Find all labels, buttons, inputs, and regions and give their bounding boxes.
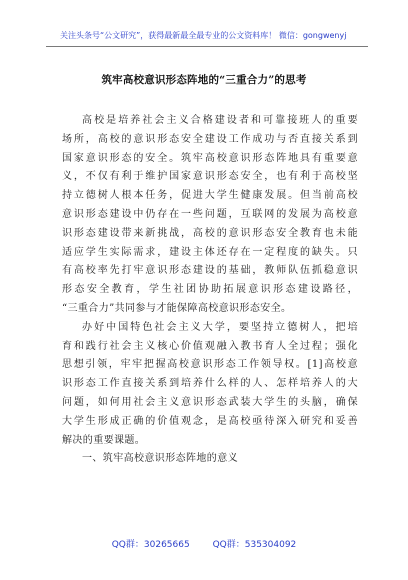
body-line: 解决的重要课题。 [62,434,146,446]
body-line: 问题，如何用社会主义意识形态武装大学生的头脑，确保 [62,396,358,408]
body-line: 适应学生实际需求，建设主体还存在一定程度的缺失。只 [62,246,358,258]
body-line: 持立德树人根本任务，促进大学生健康发展。但当前高校 [62,190,358,202]
body-line: 有高校率先打牢意识形态建设的基础，教师队伍抓稳意识 [62,265,358,277]
body-line: 场所，高校的意识形态安全建设工作成功与否直接关系到 [62,133,358,145]
document-title: 筑牢高校意识形态阵地的“三重合力”的思考 [101,74,307,86]
body-line: 思想引领，牢牢把握高校意识形态工作领导权。[1]高校意 [62,359,358,371]
header-notice: 关注头条号“公文研究”，获得最新最全最专业的公文资料库！ 微信：gongwenyj [60,31,347,40]
body-line: 高校是培养社会主义合格建设者和可靠接班人的重要 [82,115,358,126]
body-line: 意识形态建设中仍存在一些问题，互联网的发展为高校意 [62,208,358,220]
body-line: 形态安全教育，学生社团协助拓展意识形态建设路径， [62,284,358,296]
section-heading: 一、筑牢高校意识形态阵地的意义 [82,453,238,465]
body-line: 大学生形成正确的价值观念，是高校亟待深入研究和妥善 [62,415,358,427]
footer-qq-group-1: QQ群：30265665 [111,540,190,550]
footer-qq-group-2: QQ群：535304092 [212,540,297,550]
body-line: 识形态建设带来新挑战，高校的意识形态安全教育也未能 [62,227,358,239]
body-line: 育和践行社会主义核心价值观融入教书育人全过程；强化 [62,340,358,352]
footer-contacts [0,537,408,550]
body-line: 办好中国特色社会主义大学，要坚持立德树人，把培 [82,321,358,333]
document-body [62,112,358,469]
body-line: 义，不仅有利于维护国家意识形态安全，也有利于高校坚 [62,171,358,183]
body-line: 国家意识形态的安全。筑牢高校意识形态阵地具有重要意 [62,152,358,164]
header-divider [46,46,368,47]
body-line: “三重合力”共同参与才能保障高校意识形态安全。 [62,302,292,314]
body-line: 识形态工作直接关系到培养什么样的人、怎样培养人的大 [62,378,358,390]
